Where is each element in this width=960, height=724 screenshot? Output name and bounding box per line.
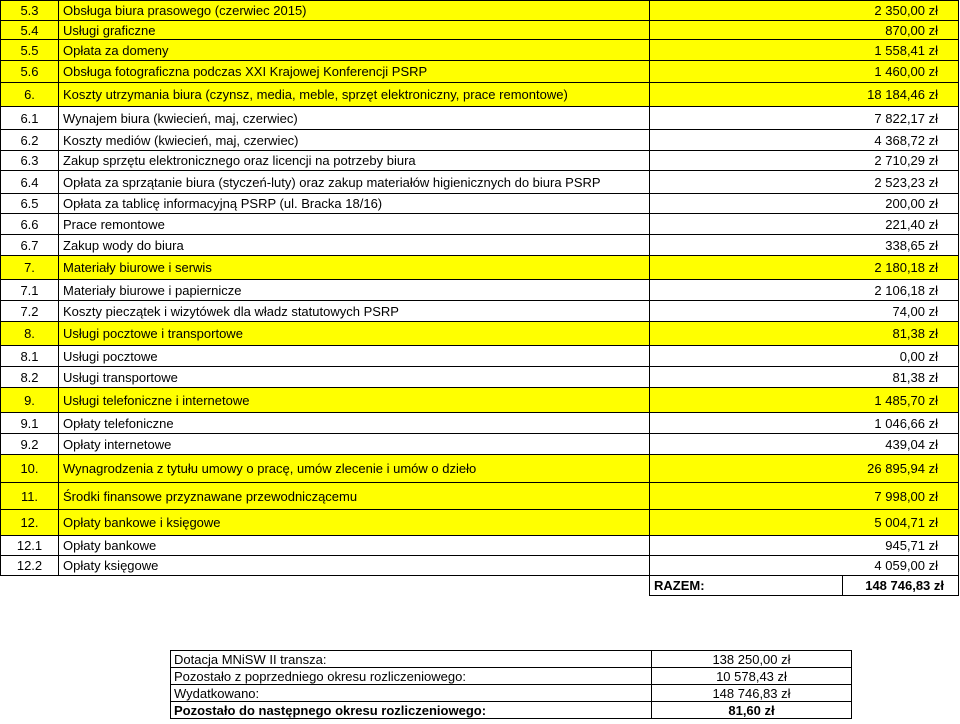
row-number: 6.1 (1, 107, 59, 130)
row-amount: 4 368,72 zł (650, 130, 959, 151)
row-amount: 0,00 zł (650, 346, 959, 367)
total-value: 148 746,83 zł (843, 576, 959, 596)
row-amount: 7 822,17 zł (650, 107, 959, 130)
row-amount: 2 523,23 zł (650, 171, 959, 194)
table-row (1, 83, 959, 107)
table-row (1, 367, 959, 388)
row-amount: 1 558,41 zł (650, 40, 959, 61)
table-row (1, 40, 959, 61)
row-amount: 81,38 zł (650, 367, 959, 388)
row-description: Usługi pocztowe (59, 346, 650, 367)
total-spacer (1, 576, 650, 596)
row-description: Usługi pocztowe i transportowe (59, 322, 650, 346)
row-amount: 870,00 zł (650, 21, 959, 40)
total-label: RAZEM: (650, 576, 843, 596)
table-row (1, 130, 959, 151)
summary-value: 138 250,00 zł (652, 651, 852, 668)
row-number: 12.1 (1, 536, 59, 556)
row-number: 8.2 (1, 367, 59, 388)
row-amount: 2 180,18 zł (650, 256, 959, 280)
row-description: Środki finansowe przyznawane przewodniczącemu (59, 483, 650, 510)
table-row (1, 536, 959, 556)
row-amount: 439,04 zł (650, 434, 959, 455)
table-row (1, 21, 959, 40)
row-description: Zakup wody do biura (59, 235, 650, 256)
summary-label: Wydatkowano: (171, 685, 652, 702)
row-description: Usługi transportowe (59, 367, 650, 388)
table-row (1, 61, 959, 83)
row-number: 9. (1, 388, 59, 413)
row-description: Opłaty księgowe (59, 556, 650, 576)
table-row (1, 556, 959, 576)
row-number: 11. (1, 483, 59, 510)
row-amount: 26 895,94 zł (650, 455, 959, 483)
row-number: 7. (1, 256, 59, 280)
row-description: Usługi graficzne (59, 21, 650, 40)
table-row (1, 171, 959, 194)
row-number: 6.5 (1, 194, 59, 214)
summary-label: Dotacja MNiSW II transza: (171, 651, 652, 668)
table-row (1, 214, 959, 235)
row-amount: 2 350,00 zł (650, 1, 959, 21)
table-row (1, 455, 959, 483)
row-description: Koszty mediów (kwiecień, maj, czerwiec) (59, 130, 650, 151)
row-amount: 1 046,66 zł (650, 413, 959, 434)
row-number: 6. (1, 83, 59, 107)
row-description: Koszty pieczątek i wizytówek dla władz statutowych PSRP (59, 301, 650, 322)
table-row (1, 346, 959, 367)
table-row (1, 256, 959, 280)
table-row (1, 483, 959, 510)
row-description: Koszty utrzymania biura (czynsz, media, meble, sprzęt elektroniczny, prace remontowe) (59, 83, 650, 107)
row-number: 6.2 (1, 130, 59, 151)
row-number: 6.6 (1, 214, 59, 235)
summary-table-body (171, 651, 852, 719)
summary-label: Pozostało do następnego okresu rozliczeniowego: (171, 702, 652, 719)
table-row (1, 151, 959, 171)
row-number: 7.1 (1, 280, 59, 301)
summary-row (171, 685, 852, 702)
row-number: 10. (1, 455, 59, 483)
row-amount: 2 106,18 zł (650, 280, 959, 301)
table-row (1, 107, 959, 130)
row-description: Materiały biurowe i serwis (59, 256, 650, 280)
row-number: 6.7 (1, 235, 59, 256)
row-description: Opłaty telefoniczne (59, 413, 650, 434)
row-description: Materiały biurowe i papiernicze (59, 280, 650, 301)
row-number: 7.2 (1, 301, 59, 322)
row-number: 8. (1, 322, 59, 346)
row-amount: 338,65 zł (650, 235, 959, 256)
row-amount: 1 485,70 zł (650, 388, 959, 413)
row-number: 5.4 (1, 21, 59, 40)
row-number: 6.4 (1, 171, 59, 194)
table-row (1, 434, 959, 455)
summary-table (170, 650, 852, 719)
row-number: 9.1 (1, 413, 59, 434)
row-amount: 5 004,71 zł (650, 510, 959, 536)
row-amount: 81,38 zł (650, 322, 959, 346)
row-description: Wynajem biura (kwiecień, maj, czerwiec) (59, 107, 650, 130)
row-number: 12. (1, 510, 59, 536)
table-row (1, 1, 959, 21)
budget-table-body (1, 1, 959, 596)
row-amount: 4 059,00 zł (650, 556, 959, 576)
row-description: Zakup sprzętu elektronicznego oraz licencji na potrzeby biura (59, 151, 650, 171)
row-description: Wynagrodzenia z tytułu umowy o pracę, umów zlecenie i umów o dzieło (59, 455, 650, 483)
row-description: Opłata za domeny (59, 40, 650, 61)
row-description: Opłaty bankowe i księgowe (59, 510, 650, 536)
row-number: 5.3 (1, 1, 59, 21)
table-row (1, 301, 959, 322)
row-description: Opłata za tablicę informacyjną PSRP (ul. Bracka 18/16) (59, 194, 650, 214)
row-amount: 2 710,29 zł (650, 151, 959, 171)
table-row (1, 322, 959, 346)
summary-row (171, 651, 852, 668)
row-amount: 200,00 zł (650, 194, 959, 214)
row-description: Prace remontowe (59, 214, 650, 235)
table-row (1, 280, 959, 301)
row-description: Opłaty bankowe (59, 536, 650, 556)
table-row (1, 235, 959, 256)
row-number: 12.2 (1, 556, 59, 576)
table-row (1, 194, 959, 214)
row-amount: 18 184,46 zł (650, 83, 959, 107)
table-row (1, 510, 959, 536)
row-number: 6.3 (1, 151, 59, 171)
row-amount: 1 460,00 zł (650, 61, 959, 83)
row-number: 5.5 (1, 40, 59, 61)
total-row (1, 576, 959, 596)
row-amount: 74,00 zł (650, 301, 959, 322)
summary-label: Pozostało z poprzedniego okresu rozliczeniowego: (171, 668, 652, 685)
row-amount: 7 998,00 zł (650, 483, 959, 510)
row-description: Opłata za sprzątanie biura (styczeń-luty) oraz zakup materiałów higienicznych do biura PSRP (59, 171, 650, 194)
row-description: Opłaty internetowe (59, 434, 650, 455)
summary-value: 81,60 zł (652, 702, 852, 719)
summary-row (171, 702, 852, 719)
summary-value: 10 578,43 zł (652, 668, 852, 685)
row-number: 8.1 (1, 346, 59, 367)
row-number: 5.6 (1, 61, 59, 83)
row-number: 9.2 (1, 434, 59, 455)
row-description: Obsługa biura prasowego (czerwiec 2015) (59, 1, 650, 21)
row-amount: 945,71 zł (650, 536, 959, 556)
row-description: Usługi telefoniczne i internetowe (59, 388, 650, 413)
row-description: Obsługa fotograficzna podczas XXI Krajowej Konferencji PSRP (59, 61, 650, 83)
row-amount: 221,40 zł (650, 214, 959, 235)
summary-value: 148 746,83 zł (652, 685, 852, 702)
summary-row (171, 668, 852, 685)
table-row (1, 388, 959, 413)
table-row (1, 413, 959, 434)
